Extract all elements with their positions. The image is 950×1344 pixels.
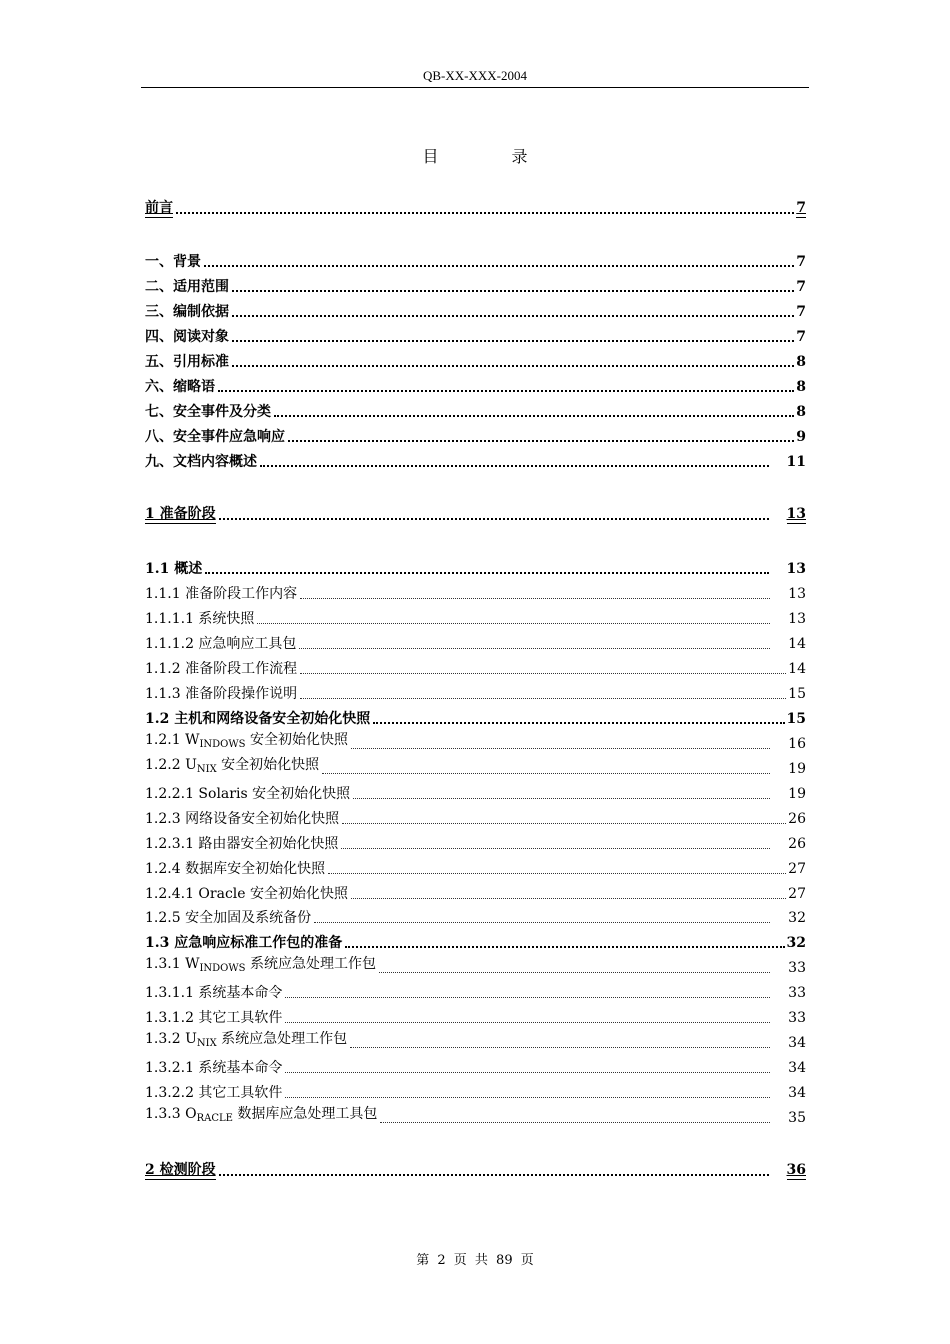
toc-entry-label-smallcaps: RACLE (196, 1113, 233, 1124)
toc-leader-dots (232, 339, 794, 342)
toc-entry-page: 8 (796, 379, 806, 395)
toc-entry-page: 26 (788, 811, 806, 827)
toc-entry-label: 1.3.2.1 系统基本命令 (145, 1060, 283, 1076)
toc-entry-label (145, 732, 348, 753)
toc-leader-dots (379, 971, 770, 973)
toc-entry-label-main: 1.3.3 O (145, 1106, 197, 1122)
toc-leader-dots (232, 289, 794, 292)
toc-entry[interactable] (145, 733, 806, 753)
toc-entry-label-smallcaps: NIX (196, 764, 217, 775)
toc-entry[interactable] (145, 633, 806, 653)
toc-leader-dots (205, 571, 768, 574)
toc-entry[interactable] (145, 376, 806, 396)
toc-leader-dots (204, 264, 794, 267)
toc-entry-label-main: 1.3.2 U (145, 1031, 197, 1047)
toc-leader-dots (219, 517, 769, 520)
toc-entry-label: 1.1.1.1 系统快照 (145, 611, 255, 627)
toc-entry-label: 1 准备阶段 (145, 506, 216, 522)
toc-entry-page: 35 (788, 1110, 806, 1126)
toc-entry[interactable] (145, 758, 806, 778)
toc-entry-label: 前言 (145, 200, 173, 216)
toc-entry-page: 19 (788, 761, 806, 777)
toc-entry-page: 15 (788, 686, 806, 702)
toc-entry-label: 1.3 应急响应标准工作包的准备 (145, 935, 343, 951)
toc-entry[interactable] (145, 276, 806, 296)
toc-leader-dots (373, 721, 784, 724)
toc-leader-dots (353, 797, 770, 799)
toc-entry-label: 1.2 主机和网络设备安全初始化快照 (145, 711, 371, 727)
toc-entry-label: 七、安全事件及分类 (145, 404, 271, 420)
toc-entry[interactable] (145, 301, 806, 321)
toc-entry-label: 1.1.1 准备阶段工作内容 (145, 586, 298, 602)
toc-entry-label: 1.3.1.1 系统基本命令 (145, 985, 283, 1001)
toc-entry-label-main: 1.2.1 W (145, 732, 200, 748)
toc-leader-dots (257, 622, 770, 624)
toc-entry[interactable] (145, 658, 806, 678)
toc-entry-label: 1.3.1.2 其它工具软件 (145, 1010, 283, 1026)
toc-leader-dots (260, 464, 769, 467)
toc-leader-dots (300, 697, 786, 699)
toc-entry-page: 7 (796, 279, 806, 295)
toc-leader-dots (219, 1173, 769, 1176)
toc-entry[interactable] (145, 558, 806, 578)
toc-entry-label: 1.2.3.1 路由器安全初始化快照 (145, 836, 339, 852)
toc-leader-dots (232, 314, 794, 317)
toc-entry-page: 13 (786, 506, 806, 522)
toc-entry[interactable] (145, 883, 806, 903)
toc-entry[interactable] (145, 957, 806, 977)
toc-entry-page: 11 (786, 454, 806, 470)
toc-entry-label-main: 1.2.2 U (145, 757, 197, 773)
toc-leader-dots (285, 996, 770, 998)
toc-entry-label-rest: 安全初始化快照 (245, 732, 348, 748)
toc-entry-label: 1.2.2.1 Solaris 安全初始化快照 (145, 786, 351, 802)
toc-entry[interactable] (145, 251, 806, 271)
toc-entry-label: 2 检测阶段 (145, 1162, 216, 1178)
toc-entry-label: 1.2.4 数据库安全初始化快照 (145, 861, 326, 877)
toc-entry[interactable] (145, 451, 806, 471)
toc-entry-label: 1.2.5 安全加固及系统备份 (145, 910, 312, 926)
toc-leader-dots (328, 872, 786, 874)
toc-entry-page: 33 (788, 1010, 806, 1026)
toc-leader-dots (285, 1071, 770, 1073)
toc-entry-label: 一、背景 (145, 254, 201, 270)
toc-entry-label (145, 1106, 377, 1127)
toc-entry-page: 15 (786, 711, 806, 727)
toc-entry-label: 1.2.4.1 Oracle 安全初始化快照 (145, 886, 348, 902)
toc-entry-page: 8 (796, 354, 806, 370)
toc-entry-label: 1.1.1.2 应急响应工具包 (145, 636, 297, 652)
toc-entry-page: 33 (788, 985, 806, 1001)
toc-entry-label: 五、引用标准 (145, 354, 229, 370)
toc-entry-label: 四、阅读对象 (145, 329, 229, 345)
toc-entry[interactable] (145, 907, 806, 927)
page-footer: 第 2 页 共 89 页 (416, 1253, 534, 1268)
toc-leader-dots (299, 647, 770, 649)
toc-entry-label (145, 757, 319, 778)
toc-entry-page: 16 (788, 736, 806, 752)
toc-entry-label-rest: 安全初始化快照 (216, 757, 320, 773)
toc-entry-label: 八、安全事件应急响应 (145, 429, 285, 445)
toc-leader-dots (285, 1096, 770, 1098)
toc-entry[interactable] (145, 1107, 806, 1127)
toc-entry-page: 7 (796, 200, 806, 216)
toc-entry[interactable] (145, 833, 806, 853)
toc-leader-dots (350, 1046, 770, 1048)
toc-entry-label-main: 1.3.1 W (145, 956, 200, 972)
toc-leader-dots (218, 389, 794, 392)
toc-entry[interactable] (145, 858, 806, 878)
toc-entry-page: 27 (788, 861, 806, 877)
toc-entry[interactable] (145, 351, 806, 371)
toc-leader-dots (285, 1021, 770, 1023)
toc-entry[interactable] (145, 808, 806, 828)
toc-entry-page: 13 (786, 561, 806, 577)
toc-leader-dots (380, 1121, 770, 1123)
toc-entry-page: 36 (786, 1162, 806, 1178)
toc-entry[interactable] (145, 1032, 806, 1052)
toc-entry-label: 1.2.3 网络设备安全初始化快照 (145, 811, 340, 827)
toc-entry[interactable] (145, 1057, 806, 1077)
toc-leader-dots (345, 945, 784, 948)
toc-entry[interactable] (145, 683, 806, 703)
toc-entry-page: 7 (796, 329, 806, 345)
toc-entry-label: 三、编制依据 (145, 304, 229, 320)
toc-entry-page: 9 (796, 429, 806, 445)
toc-entry[interactable] (145, 401, 806, 421)
toc-entry-label-smallcaps: NIX (196, 1038, 217, 1049)
toc-entry-label: 1.1.2 准备阶段工作流程 (145, 661, 298, 677)
toc-entry[interactable] (145, 1007, 806, 1027)
toc-entry-page: 8 (796, 404, 806, 420)
toc-entry-page: 14 (788, 636, 806, 652)
toc-entry[interactable] (145, 608, 806, 628)
toc-leader-dots (342, 822, 786, 824)
toc-entry[interactable] (145, 1160, 806, 1180)
toc-entry-page: 7 (796, 254, 806, 270)
toc-entry-page: 32 (786, 935, 806, 951)
toc-entry-page: 13 (788, 586, 806, 602)
toc-entry-page: 34 (788, 1035, 806, 1051)
toc-entry-label-smallcaps: INDOWS (199, 739, 246, 750)
toc-leader-dots (274, 414, 794, 417)
toc-entry-page: 33 (788, 960, 806, 976)
toc-entry[interactable] (145, 583, 806, 603)
toc-entry[interactable] (145, 504, 806, 524)
toc-leader-dots (341, 847, 770, 849)
toc-leader-dots (314, 921, 770, 923)
toc-entry-page: 32 (788, 910, 806, 926)
toc-entry-label (145, 1031, 347, 1052)
toc-leader-dots (176, 211, 794, 214)
toc-entry-label-rest: 系统应急处理工作包 (216, 1031, 348, 1047)
toc-leader-dots (300, 597, 770, 599)
toc-entry-label (145, 956, 376, 977)
toc-entry[interactable] (145, 982, 806, 1002)
toc-entry[interactable] (145, 708, 806, 728)
toc-leader-dots (351, 897, 786, 899)
toc-entry-label: 1.1 概述 (145, 561, 203, 577)
toc-leader-dots (300, 672, 786, 674)
toc-entry-label-rest: 系统应急处理工作包 (245, 956, 376, 972)
page-header: QB-XX-XXX-2004 (141, 68, 809, 88)
toc-leader-dots (288, 439, 794, 442)
toc-entry-label-rest: 数据库应急处理工具包 (232, 1106, 378, 1122)
toc-entry[interactable] (145, 783, 806, 803)
toc-entry-page: 7 (796, 304, 806, 320)
toc-entry[interactable] (145, 326, 806, 346)
toc-entry-label: 1.3.2.2 其它工具软件 (145, 1085, 283, 1101)
toc-entry[interactable] (145, 1082, 806, 1102)
toc-leader-dots (232, 364, 794, 367)
toc-entry-label: 六、缩略语 (145, 379, 215, 395)
toc-entry-page: 19 (788, 786, 806, 802)
toc-entry[interactable] (145, 932, 806, 952)
toc-entry-page: 13 (788, 611, 806, 627)
toc-leader-dots (322, 772, 770, 774)
toc-entry-page: 26 (788, 836, 806, 852)
toc-entry-label: 1.1.3 准备阶段操作说明 (145, 686, 298, 702)
toc-entry-page: 34 (788, 1060, 806, 1076)
toc-entry-label: 九、文档内容概述 (145, 454, 257, 470)
toc-entry[interactable] (145, 198, 806, 218)
toc-leader-dots (351, 747, 770, 749)
toc-entry-label: 二、适用范围 (145, 279, 229, 295)
toc-entry[interactable] (145, 426, 806, 446)
toc-title: 目 录 (422, 147, 562, 166)
toc-entry-page: 34 (788, 1085, 806, 1101)
toc-entry-page: 14 (788, 661, 806, 677)
toc-entry-label-smallcaps: INDOWS (199, 963, 246, 974)
toc-entry-page: 27 (788, 886, 806, 902)
